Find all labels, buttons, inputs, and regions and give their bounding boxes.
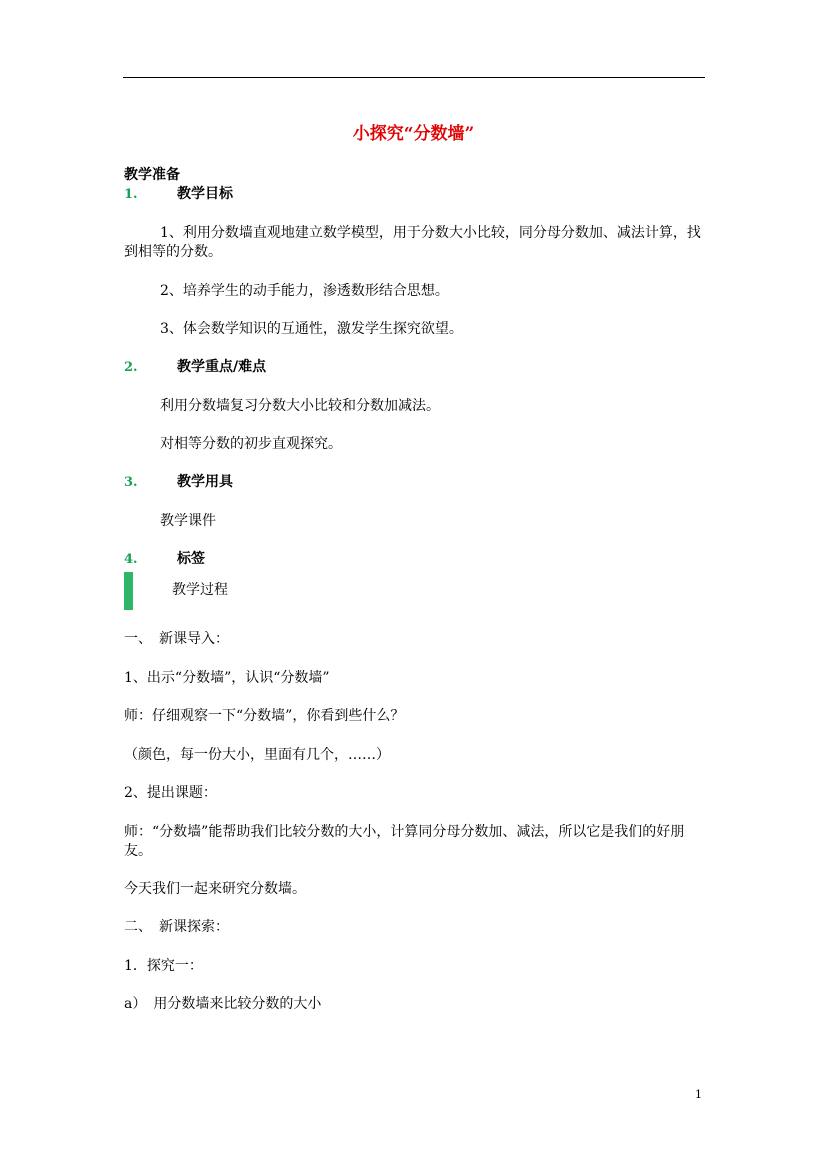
- label-bar: [124, 572, 133, 610]
- goal-item: 3、体会数学知识的互通性，激发学生探究欲望。: [160, 321, 463, 337]
- section-heading: 标签: [177, 551, 205, 567]
- body-line: 师：“分数墙”能帮助我们比较分数的大小，计算同分母分数加、减法，所以它是我们的好朋友。: [124, 824, 685, 859]
- section-heading: 教学目标: [177, 186, 233, 202]
- page-title: 小探究“分数墙”: [352, 124, 475, 144]
- section-number: 4.: [124, 552, 138, 567]
- body-line: 2、提出课题：: [124, 785, 217, 801]
- body-line: 今天我们一起来研究分数墙。: [124, 881, 306, 897]
- body-line: 1．探究一：: [124, 958, 203, 974]
- goal-item: 2、培养学生的动手能力，渗透数形结合思想。: [160, 283, 449, 299]
- process-label: 教学过程: [172, 582, 228, 598]
- section-heading: 教学重点/难点: [177, 359, 267, 375]
- body-line: 师：仔细观察一下“分数墙”，你看到些什么？: [124, 708, 405, 724]
- goal-item: 1、利用分数墙直观地建立数学模型，用于分数大小比较，同分母分数加、减法计算，找到相等的分数。: [124, 225, 701, 260]
- tools-text: 教学课件: [160, 513, 216, 529]
- page-number: 1: [695, 1088, 702, 1101]
- section-number: 3.: [124, 475, 138, 490]
- body-line: 一、 新课导入：: [124, 631, 229, 647]
- section-number: 1.: [124, 187, 138, 202]
- body-line: 二、 新课探索：: [124, 919, 229, 935]
- key-point: 对相等分数的初步直观探究。: [160, 436, 342, 452]
- body-line: （颜色，每一份大小，里面有几个，……）: [124, 747, 390, 763]
- body-line: 1、出示“分数墙”，认识“分数墙”: [124, 670, 330, 686]
- section-number: 2.: [124, 360, 138, 375]
- body-line: a） 用分数墙来比较分数的大小: [124, 996, 322, 1012]
- key-point: 利用分数墙复习分数大小比较和分数加减法。: [160, 398, 440, 414]
- section-heading: 教学用具: [177, 474, 233, 490]
- prep-heading: 教学准备: [124, 167, 180, 183]
- header-rule: [123, 77, 705, 78]
